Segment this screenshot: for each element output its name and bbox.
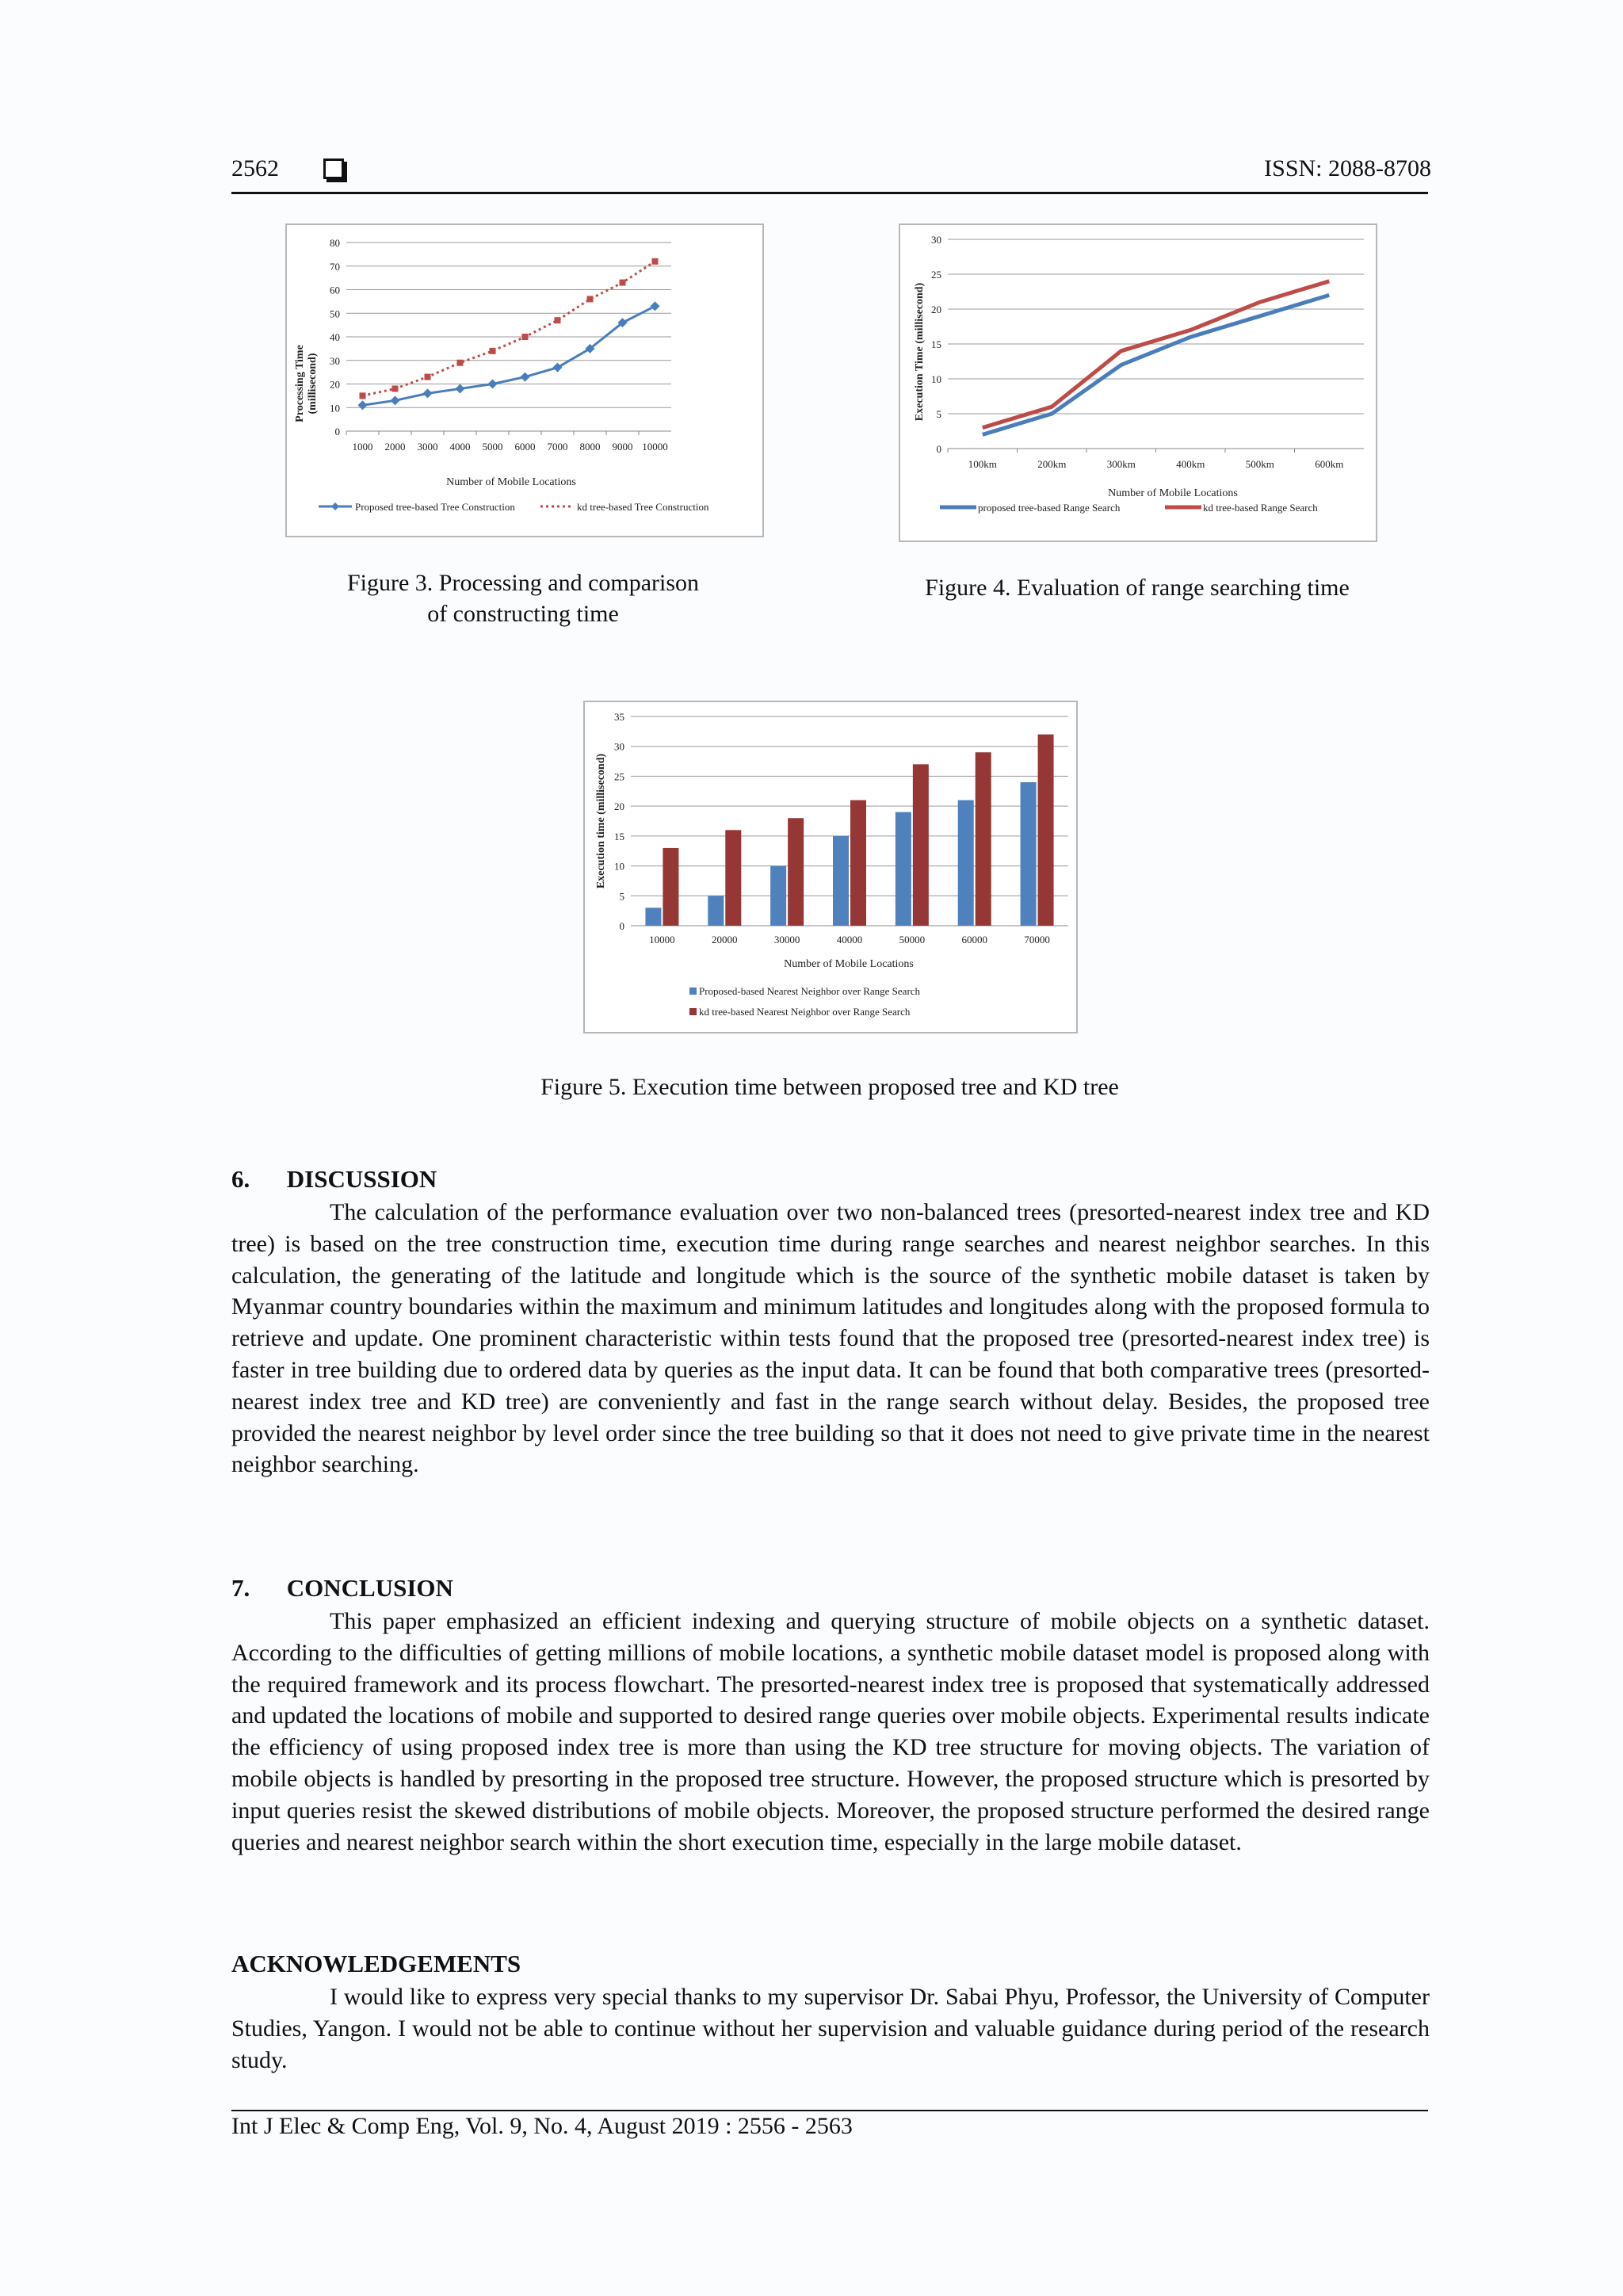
figure-4-chart (899, 223, 1377, 542)
bar-proposed (958, 800, 974, 926)
legend-label: Proposed tree-based Tree Construction (355, 501, 515, 513)
footer-citation: Int J Elec & Comp Eng, Vol. 9, No. 4, August 2019 : 2556 - 2563 (231, 2113, 853, 2139)
data-point (456, 384, 465, 393)
y-tick-label: 25 (931, 269, 941, 281)
figure-5-chart (583, 701, 1078, 1033)
bar-proposed (770, 866, 786, 926)
bar-proposed (896, 812, 911, 926)
bar-proposed (833, 836, 849, 926)
header-rule (231, 192, 1428, 194)
x-tick-label: 7000 (547, 441, 568, 453)
data-point (392, 385, 399, 392)
footer-rule (231, 2110, 1428, 2111)
bar-kd (788, 818, 804, 926)
data-point (522, 334, 529, 340)
x-axis-label: Number of Mobile Locations (1108, 487, 1238, 499)
issn: ISSN: 2088-8708 (1264, 155, 1431, 181)
figure-3-chart (285, 223, 764, 537)
data-point (391, 395, 400, 405)
figure-4-caption: Figure 4. Evaluation of range searching time (925, 575, 1350, 601)
x-tick-label: 40000 (836, 934, 863, 946)
x-tick-label: 30000 (773, 934, 800, 946)
legend-label: proposed tree-based Range Search (978, 502, 1121, 514)
y-tick-label: 30 (931, 234, 941, 246)
y-tick-label: 5 (619, 890, 624, 903)
data-point (521, 372, 530, 382)
data-point (555, 317, 561, 323)
y-tick-label: 30 (614, 740, 624, 753)
y-tick-label: 25 (614, 770, 624, 783)
x-tick-label: 200km (1037, 458, 1067, 470)
data-point (587, 296, 594, 302)
x-tick-label: 70000 (1024, 934, 1050, 946)
y-tick-label: 15 (931, 338, 941, 350)
bar-kd (976, 752, 991, 926)
data-point (553, 363, 563, 372)
checkbox-icon (323, 159, 344, 179)
y-tick-label: 20 (330, 378, 340, 391)
figure-5-caption: Figure 5. Execution time between proposed tree and KD tree (540, 1074, 1119, 1100)
discussion-paragraph (231, 1197, 1430, 1480)
y-tick-label: 10 (614, 860, 624, 873)
series-line-kd (983, 281, 1330, 428)
caption-line: of constructing time (427, 601, 619, 627)
bar-kd (663, 848, 678, 926)
legend-label: kd tree-based Tree Construction (577, 501, 709, 513)
data-point (457, 360, 464, 366)
series-line-proposed (363, 306, 655, 405)
bar-kd (850, 800, 866, 926)
data-point (423, 388, 433, 398)
x-tick-label: 4000 (449, 441, 471, 453)
x-tick-label: 9000 (612, 441, 633, 453)
y-tick-label: 20 (931, 304, 941, 315)
y-tick-label: 20 (614, 800, 624, 813)
y-tick-label: 40 (330, 331, 340, 343)
y-tick-label: 15 (614, 830, 624, 842)
x-tick-label: 2000 (384, 441, 406, 453)
legend-label: kd tree-based Range Search (1203, 502, 1318, 514)
series-line-kd (363, 262, 655, 396)
y-tick-label: 60 (330, 284, 340, 296)
data-point (358, 400, 368, 410)
legend-swatch (689, 1008, 697, 1015)
legend-label: Proposed-based Nearest Neighbor over Range Search (699, 985, 921, 997)
y-tick-label: 70 (330, 260, 340, 273)
x-tick-label: 10000 (649, 934, 675, 946)
conclusion-text: This paper emphasized an efficient indexing and querying structure of mobile objects on a synthetic dataset. According to the difficulties of getting millions of mobile locations, a synthetic mobile dataset model is proposed along with the required framework and its process flowchart. The presorted-nearest index tree is proposed that systematically addressed and updated the locations of mobile and supported to desired range queries over mobile objects. Experimental results indicate the efficiency of using proposed index tree is more than using the KD tree structure for moving objects. The variation of mobile objects is handled by presorting in the proposed tree structure. However, the proposed structure which is presorted by input queries resist the skewed distributions of mobile objects. Moreover, the proposed structure performed the desired range queries and nearest neighbor search within the short execution time, especially in the large mobile dataset. (231, 1608, 1430, 1855)
caption-line: Figure 3. Processing and comparison (346, 570, 700, 596)
data-point (620, 280, 626, 286)
y-tick-label: 5 (936, 408, 941, 420)
y-axis-label: (millisecond) (307, 353, 319, 415)
x-tick-label: 50000 (899, 934, 926, 946)
figure-3-caption (269, 567, 777, 629)
x-tick-label: 400km (1176, 458, 1205, 470)
bar-proposed (645, 907, 661, 926)
y-tick-label: 30 (330, 354, 340, 367)
y-tick-label: 0 (936, 443, 941, 455)
legend-label: kd tree-based Nearest Neighbor over Range Search (699, 1006, 911, 1018)
data-point (490, 348, 496, 354)
conclusion-heading: 7. CONCLUSION (231, 1574, 453, 1602)
bar-proposed (708, 896, 724, 926)
bar-kd (1038, 735, 1054, 926)
x-tick-label: 5000 (482, 441, 503, 453)
x-tick-label: 20000 (712, 934, 738, 946)
x-tick-label: 1000 (352, 441, 373, 453)
x-tick-label: 60000 (961, 934, 987, 946)
x-axis-label: Number of Mobile Locations (446, 476, 576, 488)
data-point (651, 301, 660, 311)
y-axis-label: Execution Time (millisecond) (914, 282, 926, 422)
y-tick-label: 0 (619, 920, 624, 932)
x-tick-label: 600km (1315, 458, 1344, 470)
conclusion-paragraph (231, 1606, 1430, 1858)
y-tick-label: 50 (330, 308, 340, 320)
y-tick-label: 10 (931, 373, 941, 385)
y-tick-label: 10 (330, 402, 340, 415)
acknowledgements-paragraph (231, 1981, 1430, 2076)
acknowledgements-heading: ACKNOWLEDGEMENTS (231, 1950, 521, 1977)
figure-5-svg (585, 702, 1076, 1032)
y-tick-label: 0 (334, 426, 340, 437)
x-tick-label: 6000 (514, 441, 536, 453)
x-axis-label: Number of Mobile Locations (784, 958, 914, 970)
x-tick-label: 500km (1245, 458, 1274, 470)
y-axis-label: Processing Time (294, 345, 306, 422)
x-tick-label: 300km (1106, 458, 1136, 470)
figure-4-svg (900, 225, 1376, 541)
bar-proposed (1021, 782, 1037, 926)
bar-kd (913, 764, 929, 926)
x-tick-label: 8000 (579, 441, 601, 453)
x-tick-label: 10000 (642, 441, 668, 453)
figure-3-svg (287, 225, 762, 536)
discussion-heading: 6. DISCUSSION (231, 1165, 437, 1193)
x-tick-label: 3000 (417, 441, 438, 453)
y-tick-label: 80 (330, 237, 340, 249)
x-tick-label: 100km (968, 458, 997, 470)
legend-marker (331, 502, 339, 510)
y-tick-label: 35 (614, 711, 624, 723)
acknowledgements-text: I would like to express very special thanks to my supervisor Dr. Sabai Phyu, Professor, the University of Computer Studies, Yangon. I would not be able to continue without her supervision and valuable guidance during period of the research study. (231, 1984, 1430, 2073)
discussion-text: The calculation of the performance evaluation over two non-balanced trees (presorted-nearest index tree and KD tree) is based on the tree construction time, execution time during range searches and nearest neighbor searches. In this calculation, the generating of the latitude and longitude which is the source of the synthetic mobile dataset is taken by Myanmar country boundaries within the maximum and minimum latitudes and longitudes along with the proposed formula to retrieve and update. One prominent characteristic within tests found that the proposed tree (presorted-nearest index tree) is faster in tree building due to ordered data by queries as the input data. It can be found that both comparative trees (presorted-nearest index tree and KD tree) are conveniently and fast in the range search without delay. Besides, the proposed tree provided the nearest neighbor by level order since the tree building so that it does not need to give private time in the nearest neighbor searching. (231, 1199, 1430, 1478)
legend-swatch (689, 988, 697, 995)
page-number: 2562 (231, 155, 279, 181)
data-point (425, 374, 431, 380)
data-point (488, 380, 498, 389)
data-point (360, 392, 366, 399)
data-point (652, 258, 659, 265)
y-axis-label: Execution time (millisecond) (595, 753, 607, 889)
bar-kd (725, 830, 741, 926)
